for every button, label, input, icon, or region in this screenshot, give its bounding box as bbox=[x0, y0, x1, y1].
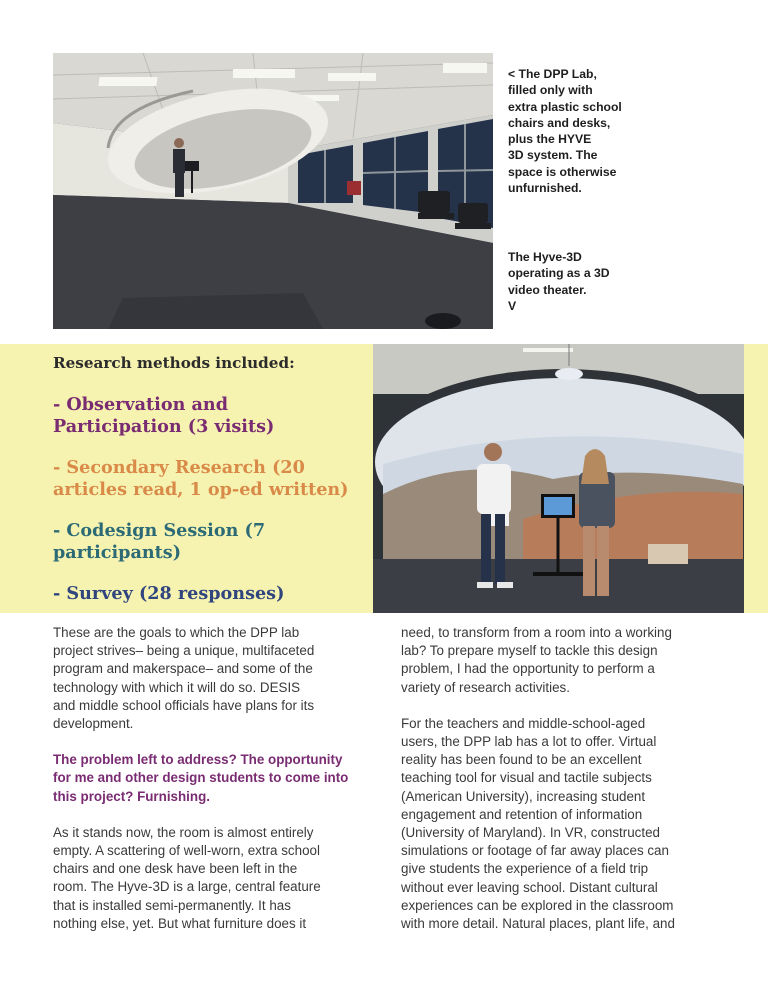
lab-caption-line: filled only with bbox=[508, 83, 593, 98]
method-line: - Survey (28 responses) bbox=[53, 583, 285, 604]
lab-caption-line: < The DPP Lab, bbox=[508, 67, 597, 81]
text-line: (University of Maryland). In VR, constructed bbox=[401, 825, 660, 841]
callout-line: this project? Furnishing. bbox=[53, 788, 210, 804]
text-line: need, to transform from a room into a working bbox=[401, 625, 672, 640]
text-line: that is installed semi-permanently. It has bbox=[53, 897, 291, 913]
goals-paragraph bbox=[53, 624, 373, 733]
text-line: These are the goals to which the DPP lab bbox=[53, 625, 300, 640]
text-line: teaching tool for visual and tactile subjects bbox=[401, 770, 652, 786]
text-line: reality has been found to be an excellent bbox=[401, 752, 642, 768]
method-survey bbox=[53, 583, 373, 605]
text-line: As it stands now, the room is almost entirely bbox=[53, 824, 314, 840]
method-line: - Codesign Session (7 bbox=[53, 520, 266, 541]
vr-paragraph bbox=[401, 715, 721, 933]
lab-caption-line: 3D system. The bbox=[508, 148, 598, 163]
text-line: lab? To prepare myself to tackle this design bbox=[401, 643, 658, 659]
text-line: without ever leaving school. Distant cultural bbox=[401, 879, 658, 895]
method-observation bbox=[53, 394, 373, 437]
text-line: program and makerspace– and some of the bbox=[53, 661, 313, 677]
left-column bbox=[53, 624, 373, 951]
text-line: empty. A scattering of well-worn, extra school bbox=[53, 843, 320, 859]
method-line: participants) bbox=[53, 541, 182, 563]
text-line: engagement and retention of information bbox=[401, 806, 643, 822]
lab-caption-line: plus the HYVE bbox=[508, 132, 592, 147]
callout-line: for me and other design students to come into bbox=[53, 770, 349, 786]
hyve-caption-line: V bbox=[508, 298, 517, 313]
method-line: articles read, 1 op-ed written) bbox=[53, 478, 349, 500]
text-line: users, the DPP lab has a lot to offer. Virtual bbox=[401, 734, 657, 750]
right-column bbox=[401, 624, 721, 951]
hyve-caption bbox=[508, 249, 648, 314]
text-line: variety of research activities. bbox=[401, 679, 570, 695]
text-line: and middle school officials have plans for its bbox=[53, 697, 315, 713]
transform-paragraph bbox=[401, 624, 721, 697]
hyve-caption-line: video theater. bbox=[508, 282, 587, 297]
lab-caption-line: unfurnished. bbox=[508, 181, 582, 196]
text-line: room. The Hyve-3D is a large, central feature bbox=[53, 879, 321, 895]
room-paragraph bbox=[53, 824, 373, 933]
text-line: development. bbox=[53, 716, 134, 732]
text-line: give students the experience of a field trip bbox=[401, 861, 649, 877]
lab-caption-line: chairs and desks, bbox=[508, 115, 611, 130]
hyve-caption-line: operating as a 3D bbox=[508, 266, 610, 281]
methods-heading: Research methods included: bbox=[53, 354, 295, 372]
text-line: simulations or footage of far away places can bbox=[401, 843, 669, 859]
lab-photo bbox=[53, 53, 493, 329]
hyve-photo bbox=[373, 344, 744, 613]
lab-caption-line: space is otherwise bbox=[508, 164, 617, 179]
text-line: problem, I had the opportunity to perform a bbox=[401, 661, 655, 677]
method-line: - Observation and bbox=[53, 394, 229, 415]
hyve-caption-line: The Hyve-3D bbox=[508, 250, 582, 264]
research-methods bbox=[53, 354, 373, 625]
callout-line: The problem left to address? The opportunity bbox=[53, 752, 343, 768]
lab-caption-line: extra plastic school bbox=[508, 99, 622, 114]
text-line: experiences can be explored in the classroom bbox=[401, 897, 674, 913]
text-line: technology with which it will do so. DESIS bbox=[53, 679, 301, 695]
text-line: chairs and one desk have been left in the bbox=[53, 861, 298, 877]
problem-callout bbox=[53, 751, 373, 806]
text-line: nothing else, yet. But what furniture does it bbox=[53, 915, 307, 931]
method-secondary-research bbox=[53, 457, 373, 500]
text-line: project strives– being a unique, multifaceted bbox=[53, 643, 315, 659]
method-codesign bbox=[53, 520, 373, 563]
lab-caption bbox=[508, 66, 648, 196]
text-line: with more detail. Natural places, plant life, and bbox=[401, 916, 675, 932]
method-line: - Secondary Research (20 bbox=[53, 457, 305, 478]
text-line: For the teachers and middle-school-aged bbox=[401, 715, 646, 731]
method-line: Participation (3 visits) bbox=[53, 415, 275, 437]
text-line: (American University), increasing student bbox=[401, 788, 646, 804]
